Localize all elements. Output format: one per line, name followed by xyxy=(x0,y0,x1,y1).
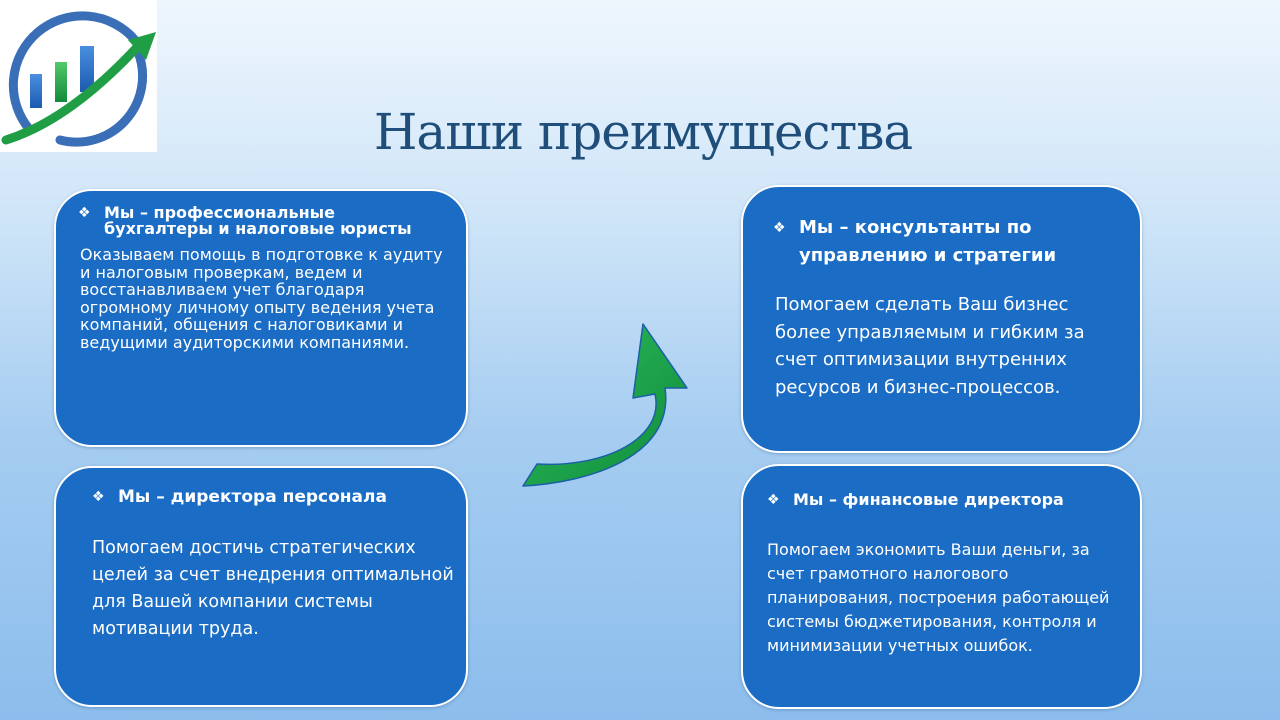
curved-arrow-icon xyxy=(515,318,700,523)
card-heading-text: Мы – консультанты по управлению и стратегии xyxy=(799,217,1057,266)
card-heading-text: Мы – директора персонала xyxy=(118,487,387,507)
card-body: Помогаем достичь стратегических целей за счет внедрения оптимальной для Вашей компании системы мотивации труда. xyxy=(92,538,454,639)
diamond-bullet-icon: ❖ xyxy=(78,205,91,221)
diamond-bullet-icon: ❖ xyxy=(773,220,786,236)
card-body: Помогаем сделать Ваш бизнес более управляемым и гибким за счет оптимизации внутренних ресурсов и бизнес-процессов. xyxy=(775,294,1085,398)
card-heading xyxy=(92,485,454,509)
hr-card xyxy=(54,466,468,707)
card-heading-text: Мы – финансовые директора xyxy=(793,490,1064,509)
card-heading-text: Мы – профессиональные бухгалтеры и налоговые юристы xyxy=(104,203,412,238)
card-heading xyxy=(773,214,1122,270)
accounting-card xyxy=(54,189,468,447)
card-heading xyxy=(767,488,1124,512)
card-heading xyxy=(78,205,446,237)
diamond-bullet-icon: ❖ xyxy=(92,489,105,505)
card-body: Оказываем помощь в подготовке к аудиту и налоговым проверкам, ведем и восстанавливаем учет благодаря огромному личному опыту ведения учета компаний, общения с налоговиками и ведущими аудиторскими компаниями. xyxy=(80,245,443,352)
slide-title: Наши преимущества xyxy=(373,103,913,161)
diamond-bullet-icon: ❖ xyxy=(767,492,780,508)
finance-card xyxy=(741,464,1142,709)
card-body: Помогаем экономить Ваши деньги, за счет грамотного налогового планирования, построения работающей системы бюджетирования, контроля и минимизации учетных ошибок. xyxy=(767,540,1110,655)
consultants-card xyxy=(741,185,1142,453)
